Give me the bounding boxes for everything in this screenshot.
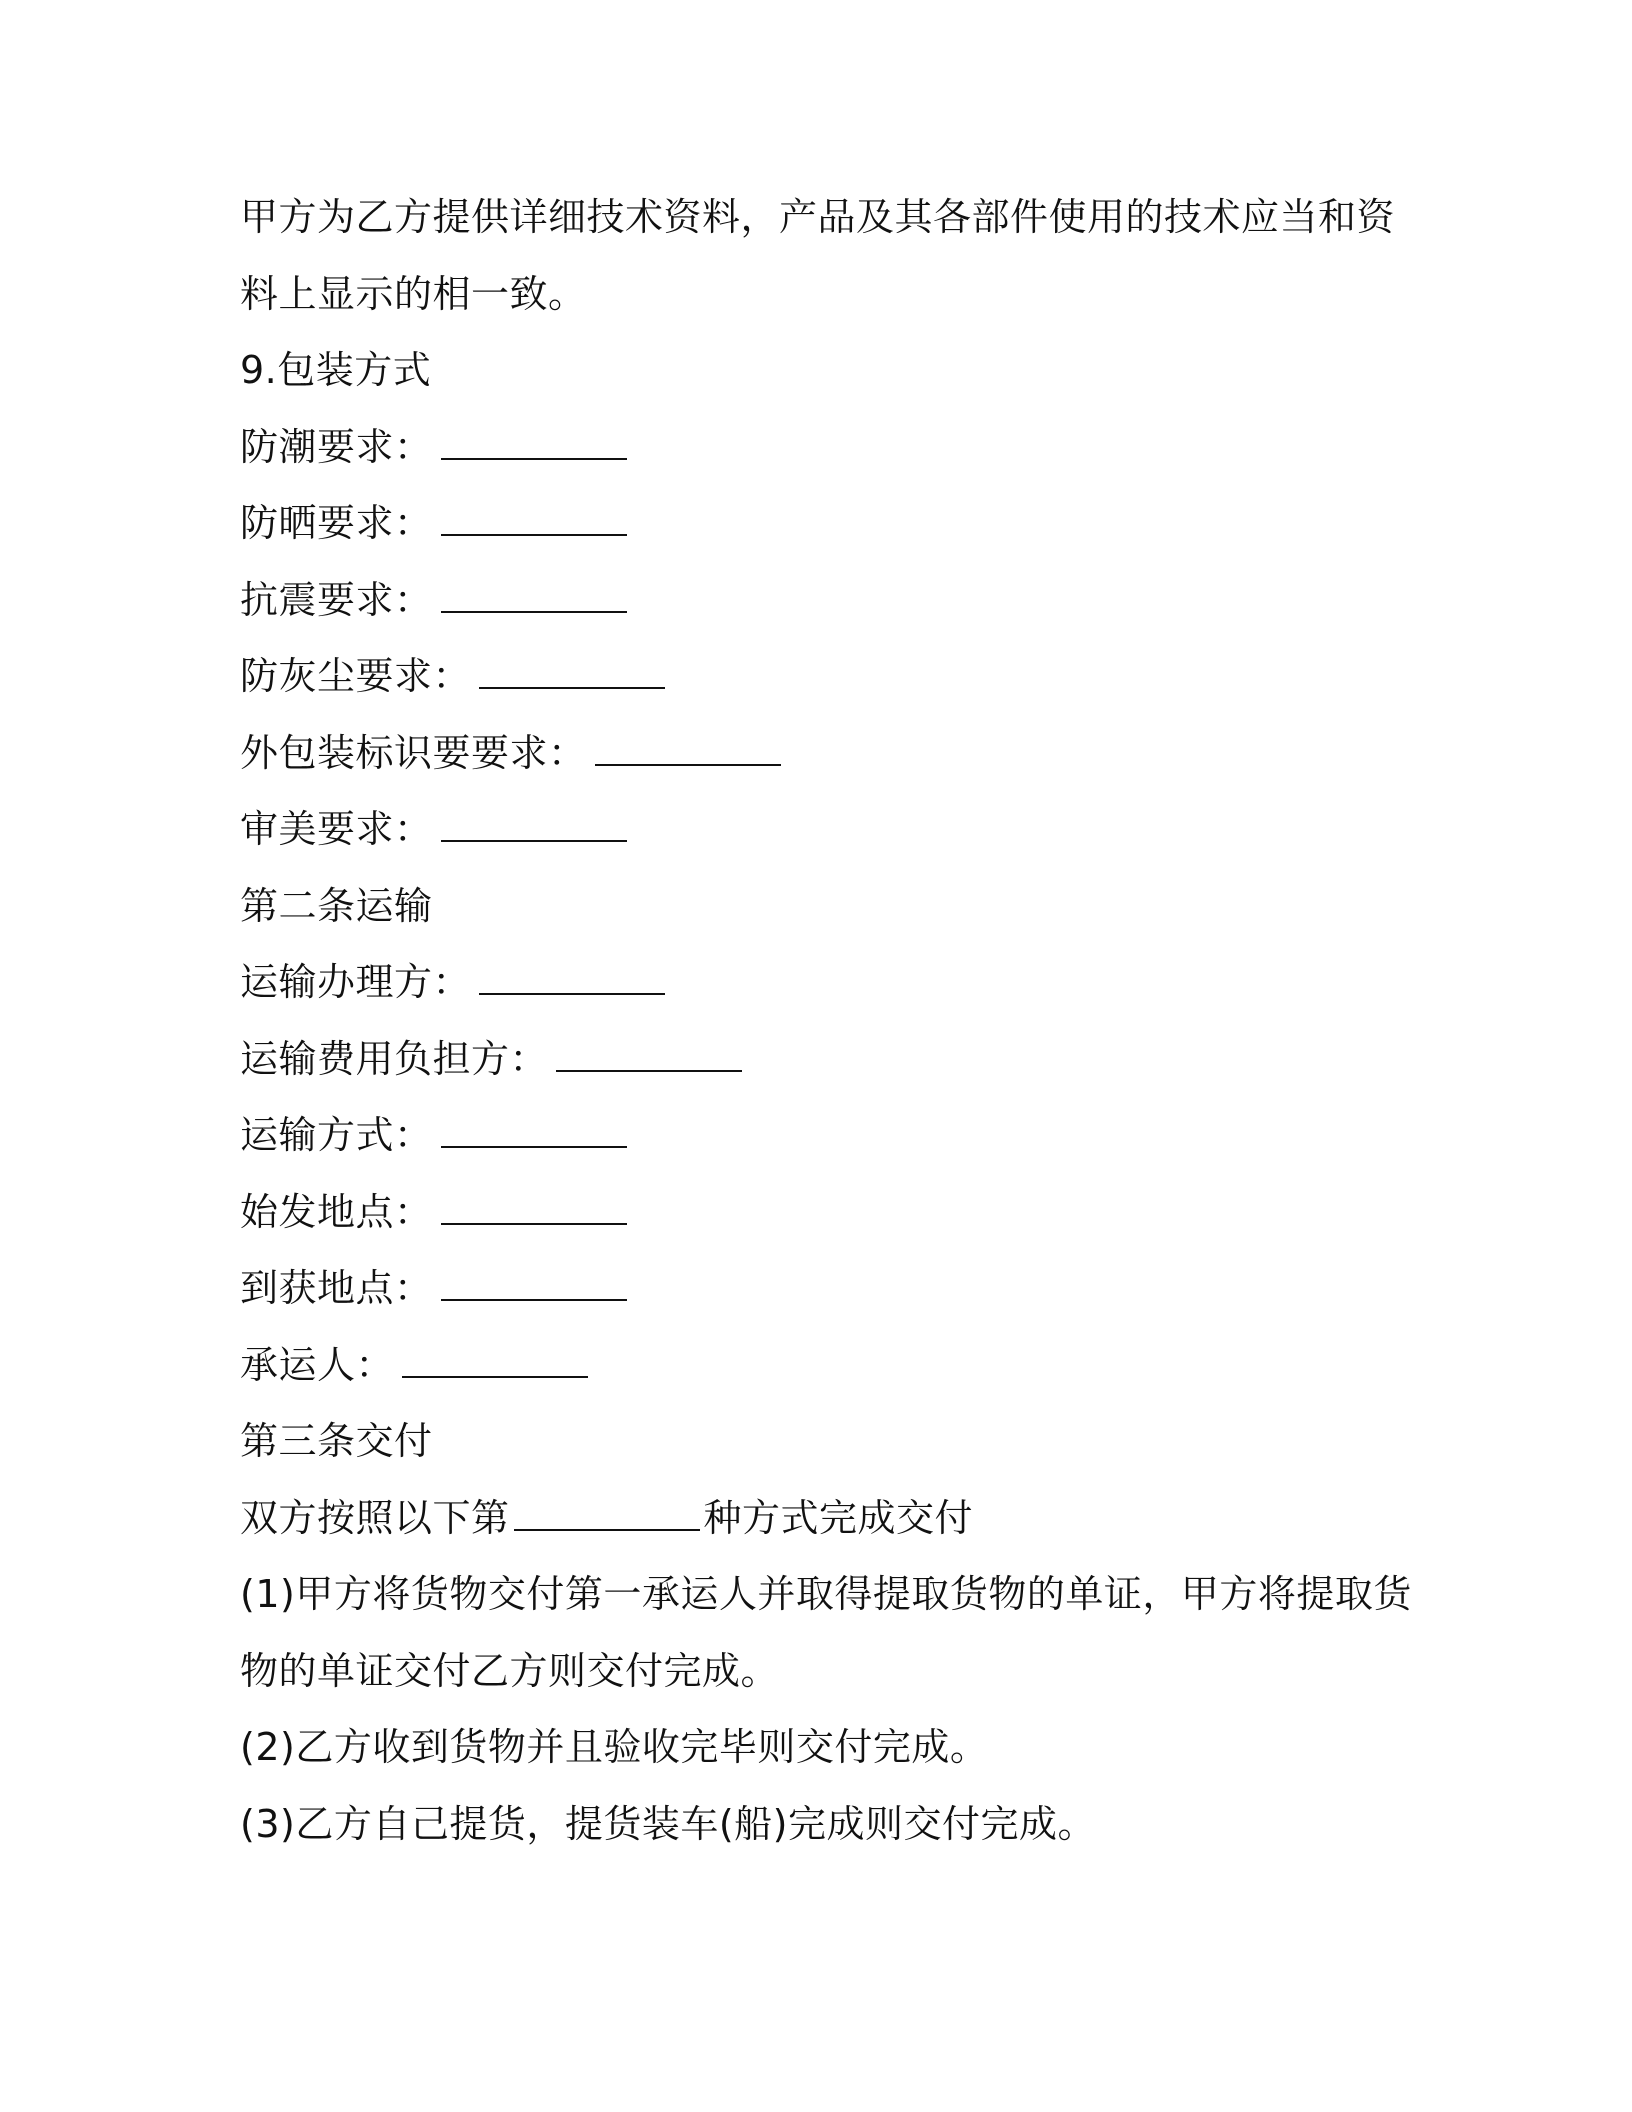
fill-in-blank[interactable]	[556, 1036, 742, 1072]
section-heading: 9.包装方式	[240, 348, 432, 392]
section-heading: 第三条交付	[240, 1419, 433, 1463]
fill-in-blank[interactable]	[441, 500, 627, 536]
field-label: 运输办理方：	[240, 960, 472, 1004]
fill-in-blank[interactable]	[441, 577, 627, 613]
fill-in-blank[interactable]	[595, 730, 781, 766]
fill-in-blank[interactable]	[479, 959, 665, 995]
form-field-label-mark	[240, 729, 781, 777]
field-label: 承运人：	[240, 1343, 395, 1387]
field-label: 到获地点：	[240, 1266, 433, 1310]
delivery-intro	[240, 1494, 973, 1542]
field-label: 始发地点：	[240, 1190, 433, 1234]
field-label: 外包装标识要要求：	[240, 731, 587, 775]
delivery-option: 物的单证交付乙方则交付完成。	[240, 1649, 780, 1693]
form-field-dust	[240, 652, 665, 700]
delivery-option: (2)乙方收到货物并且验收完毕则交付完成。	[240, 1725, 989, 1769]
fill-in-blank[interactable]	[441, 424, 627, 460]
paragraph-line: 甲方为乙方提供详细技术资料，产品及其各部件使用的技术应当和资	[240, 195, 1396, 239]
fill-in-blank[interactable]	[441, 1189, 627, 1225]
delivery-option: (1)甲方将货物交付第一承运人并取得提取货物的单证，甲方将提取货	[240, 1572, 1412, 1616]
fill-in-blank[interactable]	[402, 1342, 588, 1378]
intro-text: 双方按照以下第	[240, 1496, 510, 1540]
form-field-shock	[240, 576, 627, 624]
section-heading: 第二条运输	[240, 884, 433, 928]
form-field-transport-handler	[240, 958, 665, 1006]
field-label: 防灰尘要求：	[240, 654, 472, 698]
field-label: 防潮要求：	[240, 425, 433, 469]
fill-in-blank[interactable]	[441, 1112, 627, 1148]
form-field-destination	[240, 1264, 627, 1312]
fill-in-blank[interactable]	[441, 1265, 627, 1301]
form-field-aesthetic	[240, 805, 627, 853]
form-field-carrier	[240, 1341, 588, 1389]
fill-in-blank[interactable]	[514, 1495, 700, 1531]
form-field-sun	[240, 499, 627, 547]
fill-in-blank[interactable]	[441, 806, 627, 842]
form-field-origin	[240, 1188, 627, 1236]
field-label: 运输方式：	[240, 1113, 433, 1157]
form-field-transport-mode	[240, 1111, 627, 1159]
fill-in-blank[interactable]	[479, 653, 665, 689]
field-label: 抗震要求：	[240, 578, 433, 622]
paragraph-line: 料上显示的相一致。	[240, 272, 587, 316]
form-field-moisture	[240, 423, 627, 471]
intro-text: 种方式完成交付	[703, 1496, 974, 1540]
field-label: 运输费用负担方：	[240, 1037, 549, 1081]
field-label: 防晒要求：	[240, 501, 433, 545]
delivery-option: (3)乙方自己提货，提货装车(船)完成则交付完成。	[240, 1802, 1096, 1846]
form-field-transport-cost	[240, 1035, 742, 1083]
field-label: 审美要求：	[240, 807, 433, 851]
